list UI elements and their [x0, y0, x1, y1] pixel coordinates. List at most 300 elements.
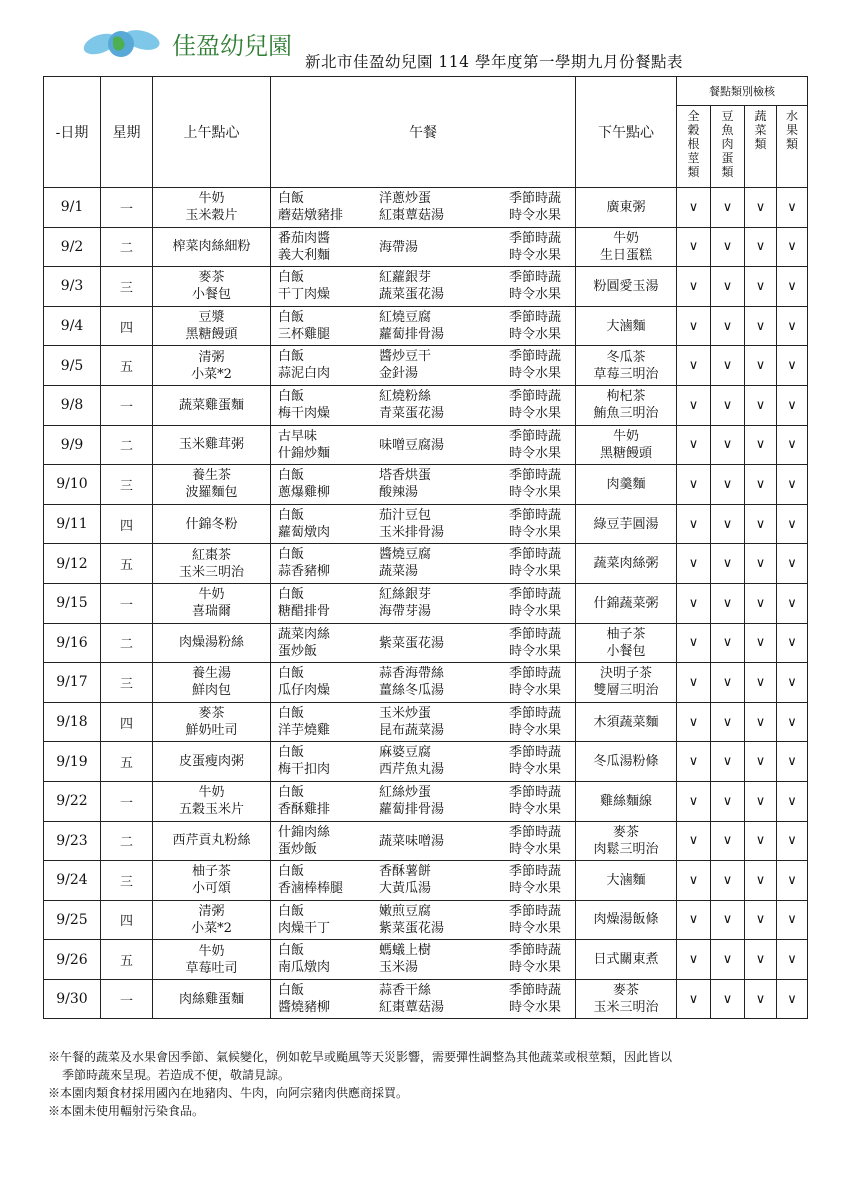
date-cell: 9/19	[44, 742, 101, 782]
morning-snack-item: 五穀玉米片	[178, 802, 244, 818]
morning-snack-cell	[153, 227, 271, 267]
lunch-column	[509, 388, 561, 422]
lunch-column	[379, 942, 431, 976]
lunch-item: 香酥薯餅	[379, 864, 432, 880]
morning-snack-item: 牛奶	[198, 587, 225, 603]
lunch-column	[509, 269, 561, 303]
date-cell: 9/2	[44, 227, 101, 267]
afternoon-snack-item: 生日蛋糕	[599, 247, 652, 263]
school-logo	[80, 16, 310, 66]
morning-snack-item: 麥茶	[198, 270, 225, 286]
date-cell: 9/1	[44, 188, 101, 228]
lunch-column	[509, 507, 561, 541]
table-row	[44, 702, 808, 742]
weekday-cell: 五	[101, 544, 153, 584]
afternoon-snack-item: 大滷麵	[606, 318, 646, 334]
check-mark: ∨	[777, 940, 808, 980]
lunch-column	[278, 586, 330, 620]
lunch-item: 三杯雞腿	[278, 326, 331, 342]
table-row	[44, 821, 808, 861]
check-mark: ∨	[677, 306, 711, 346]
lunch-column	[278, 190, 343, 224]
check-mark: ∨	[777, 544, 808, 584]
header-check-col: 水 果 類	[777, 106, 808, 188]
header-check-col: 全 穀 根 莖 類	[677, 106, 711, 188]
date-cell: 9/25	[44, 900, 101, 940]
lunch-item: 時令水果	[509, 445, 562, 461]
table-row	[44, 742, 808, 782]
lunch-column	[379, 309, 444, 343]
weekday-cell: 五	[101, 346, 153, 386]
lunch-item: 蔬菜蛋花湯	[379, 287, 445, 303]
lunch-item: 時令水果	[509, 841, 562, 857]
lunch-item: 大黃瓜湯	[379, 881, 432, 897]
lunch-item: 季節時蔬	[509, 705, 562, 721]
lunch-column	[278, 546, 330, 580]
lunch-column	[278, 626, 330, 660]
check-mark: ∨	[677, 623, 711, 663]
lunch-column	[509, 784, 561, 818]
lunch-item: 季節時蔬	[509, 270, 562, 286]
weekday-cell: 一	[101, 781, 153, 821]
lunch-item: 白飯	[278, 943, 305, 959]
check-mark: ∨	[677, 861, 711, 901]
morning-snack-item: 牛奶	[198, 191, 225, 207]
lunch-column	[278, 467, 330, 501]
lunch-item: 醬燒豆腐	[379, 547, 432, 563]
morning-snack-item: 牛奶	[198, 785, 225, 801]
header-lunch: 午餐	[271, 77, 576, 188]
check-mark: ∨	[711, 702, 745, 742]
lunch-cell	[271, 544, 576, 584]
check-mark: ∨	[777, 583, 808, 623]
afternoon-snack-cell	[576, 900, 677, 940]
table-row	[44, 663, 808, 703]
afternoon-snack-item: 麥茶	[612, 983, 639, 999]
afternoon-snack-item: 鮪魚三明治	[593, 406, 659, 422]
lunch-item: 紅蘿銀芽	[379, 270, 432, 286]
lunch-item: 南瓜燉肉	[278, 960, 331, 976]
date-cell: 9/15	[44, 583, 101, 623]
afternoon-snack-item: 綠豆芋圓湯	[593, 516, 659, 532]
lunch-cell	[271, 465, 576, 505]
date-cell: 9/8	[44, 385, 101, 425]
lunch-item: 紅棗蕈菇湯	[379, 999, 445, 1015]
lunch-item: 季節時蔬	[509, 864, 562, 880]
lunch-column	[379, 388, 444, 422]
morning-snack-item: 肉燥湯粉絲	[178, 635, 244, 651]
afternoon-snack-cell	[576, 188, 677, 228]
lunch-cell	[271, 940, 576, 980]
lunch-item: 蘿蔔排骨湯	[379, 326, 445, 342]
lunch-column	[509, 626, 561, 660]
morning-snack-item: 清粥	[198, 903, 225, 919]
check-mark: ∨	[677, 940, 711, 980]
morning-snack-item: 小菜*2	[191, 366, 232, 382]
lunch-item: 季節時蔬	[509, 903, 562, 919]
lunch-item: 時令水果	[509, 881, 562, 897]
lunch-item: 蒜香海帶絲	[379, 666, 445, 682]
date-cell: 9/26	[44, 940, 101, 980]
check-mark: ∨	[745, 306, 777, 346]
check-mark: ∨	[777, 385, 808, 425]
table-row	[44, 583, 808, 623]
lunch-column	[509, 309, 561, 343]
lunch-item: 時令水果	[509, 564, 562, 580]
check-mark: ∨	[745, 465, 777, 505]
header-morning-snack: 上午點心	[153, 77, 271, 188]
lunch-item: 螞蟻上樹	[379, 943, 432, 959]
check-mark: ∨	[745, 346, 777, 386]
lunch-item: 酸辣湯	[379, 485, 419, 501]
morning-snack-cell	[153, 267, 271, 307]
note-2: ※本園肉類食材採用國內在地豬肉、牛肉，向阿宗豬肉供應商採買。	[48, 1086, 409, 1100]
afternoon-snack-cell	[576, 702, 677, 742]
lunch-item: 時令水果	[509, 603, 562, 619]
check-mark: ∨	[677, 742, 711, 782]
lunch-column	[509, 348, 561, 382]
afternoon-snack-item: 小餐包	[606, 643, 646, 659]
afternoon-snack-item: 雙層三明治	[593, 683, 659, 699]
lunch-column	[509, 982, 561, 1016]
lunch-item: 季節時蔬	[509, 666, 562, 682]
check-mark: ∨	[745, 504, 777, 544]
lunch-item: 季節時蔬	[509, 943, 562, 959]
morning-snack-item: 養生茶	[191, 468, 231, 484]
lunch-column	[278, 665, 330, 699]
afternoon-snack-cell	[576, 346, 677, 386]
morning-snack-item: 喜瑞爾	[191, 604, 231, 620]
check-mark: ∨	[745, 227, 777, 267]
check-mark: ∨	[711, 188, 745, 228]
lunch-column	[379, 833, 444, 850]
weekday-cell: 一	[101, 979, 153, 1019]
lunch-item: 時令水果	[509, 722, 562, 738]
morning-snack-cell	[153, 861, 271, 901]
check-mark: ∨	[711, 385, 745, 425]
morning-snack-cell	[153, 623, 271, 663]
lunch-item: 瓜仔肉燥	[278, 683, 331, 699]
morning-snack-cell	[153, 425, 271, 465]
morning-snack-item: 玉米穀片	[185, 208, 238, 224]
lunch-item: 青菜蛋花湯	[379, 405, 445, 421]
lunch-column	[509, 863, 561, 897]
lunch-item: 紅燒豆腐	[379, 309, 432, 325]
lunch-item: 白飯	[278, 468, 305, 484]
morning-snack-item: 玉米三明治	[178, 564, 244, 580]
table-row	[44, 940, 808, 980]
lunch-item: 季節時蔬	[509, 784, 562, 800]
check-mark: ∨	[711, 663, 745, 703]
lunch-column	[278, 824, 330, 858]
afternoon-snack-item: 冬瓜茶	[606, 349, 646, 365]
lunch-item: 時令水果	[509, 801, 562, 817]
check-mark: ∨	[745, 940, 777, 980]
header-check-col: 豆 魚 肉 蛋 類	[711, 106, 745, 188]
date-cell: 9/24	[44, 861, 101, 901]
weekday-cell: 二	[101, 425, 153, 465]
afternoon-snack-cell	[576, 940, 677, 980]
afternoon-snack-cell	[576, 306, 677, 346]
check-mark: ∨	[711, 583, 745, 623]
morning-snack-item: 麥茶	[198, 706, 225, 722]
lunch-cell	[271, 425, 576, 465]
lunch-item: 時令水果	[509, 287, 562, 303]
lunch-column	[379, 348, 431, 382]
check-mark: ∨	[677, 821, 711, 861]
weekday-cell: 五	[101, 742, 153, 782]
check-mark: ∨	[745, 623, 777, 663]
check-mark: ∨	[711, 781, 745, 821]
check-mark: ∨	[777, 900, 808, 940]
table-row	[44, 465, 808, 505]
check-mark: ∨	[677, 544, 711, 584]
notes	[48, 1048, 808, 1120]
check-mark: ∨	[745, 188, 777, 228]
afternoon-snack-cell	[576, 227, 677, 267]
afternoon-snack-item: 麥茶	[612, 824, 639, 840]
lunch-item: 洋芋燒雞	[278, 722, 331, 738]
check-mark: ∨	[677, 385, 711, 425]
check-mark: ∨	[745, 821, 777, 861]
check-mark: ∨	[677, 583, 711, 623]
table-row	[44, 425, 808, 465]
lunch-column	[509, 744, 561, 778]
lunch-item: 嫩煎豆腐	[379, 903, 432, 919]
morning-snack-item: 清粥	[198, 349, 225, 365]
afternoon-snack-item: 日式關東煮	[593, 952, 659, 968]
lunch-column	[509, 230, 561, 264]
date-cell: 9/22	[44, 781, 101, 821]
morning-snack-item: 紅棗茶	[191, 547, 231, 563]
lunch-column	[379, 705, 444, 739]
lunch-column	[379, 982, 444, 1016]
weekday-cell: 三	[101, 861, 153, 901]
lunch-column	[509, 467, 561, 501]
lunch-item: 蒜泥白肉	[278, 366, 331, 382]
afternoon-snack-item: 雞絲麵線	[599, 793, 652, 809]
afternoon-snack-item: 粉圓愛玉湯	[593, 278, 659, 294]
lunch-item: 白飯	[278, 784, 305, 800]
check-mark: ∨	[677, 188, 711, 228]
lunch-item: 時令水果	[509, 999, 562, 1015]
lunch-item: 時令水果	[509, 405, 562, 421]
check-mark: ∨	[777, 623, 808, 663]
morning-snack-cell	[153, 465, 271, 505]
morning-snack-item: 小可頌	[191, 881, 231, 897]
afternoon-snack-item: 草莓三明治	[593, 366, 659, 382]
afternoon-snack-item: 廣東粥	[606, 199, 646, 215]
check-mark: ∨	[677, 267, 711, 307]
morning-snack-item: 牛奶	[198, 943, 225, 959]
check-mark: ∨	[711, 979, 745, 1019]
check-mark: ∨	[745, 583, 777, 623]
afternoon-snack-cell	[576, 742, 677, 782]
check-mark: ∨	[777, 227, 808, 267]
lunch-column	[278, 863, 343, 897]
lunch-item: 時令水果	[509, 326, 562, 342]
check-mark: ∨	[711, 425, 745, 465]
morning-snack-cell	[153, 306, 271, 346]
afternoon-snack-cell	[576, 544, 677, 584]
weekday-cell: 四	[101, 900, 153, 940]
lunch-cell	[271, 346, 576, 386]
check-mark: ∨	[745, 900, 777, 940]
lunch-cell	[271, 979, 576, 1019]
lunch-item: 香酥雞排	[278, 801, 331, 817]
weekday-cell: 四	[101, 504, 153, 544]
date-cell: 9/17	[44, 663, 101, 703]
lunch-cell	[271, 306, 576, 346]
table-row	[44, 900, 808, 940]
lunch-column	[379, 269, 444, 303]
lunch-item: 季節時蔬	[509, 547, 562, 563]
check-mark: ∨	[711, 821, 745, 861]
morning-snack-item: 養生湯	[191, 666, 231, 682]
lunch-item: 蔥爆雞柳	[278, 485, 331, 501]
morning-snack-cell	[153, 900, 271, 940]
lunch-column	[379, 635, 444, 652]
morning-snack-item: 玉米雞茸粥	[178, 437, 244, 453]
lunch-item: 時令水果	[509, 643, 562, 659]
lunch-item: 白飯	[278, 864, 305, 880]
check-mark: ∨	[711, 544, 745, 584]
lunch-item: 季節時蔬	[509, 626, 562, 642]
lunch-item: 蔬菜肉絲	[278, 626, 331, 642]
afternoon-snack-item: 蔬菜肉絲粥	[593, 556, 659, 572]
check-mark: ∨	[711, 267, 745, 307]
check-mark: ∨	[711, 623, 745, 663]
lunch-item: 塔香烘蛋	[379, 468, 432, 484]
morning-snack-item: 鮮奶吐司	[185, 723, 238, 739]
lunch-column	[509, 903, 561, 937]
lunch-cell	[271, 188, 576, 228]
lunch-column	[278, 942, 330, 976]
lunch-column	[509, 546, 561, 580]
lunch-item: 梅干扣肉	[278, 762, 331, 778]
lunch-column	[278, 309, 330, 343]
lunch-item: 蔬菜湯	[379, 564, 419, 580]
date-cell: 9/30	[44, 979, 101, 1019]
check-mark: ∨	[777, 504, 808, 544]
lunch-cell	[271, 385, 576, 425]
check-mark: ∨	[711, 742, 745, 782]
morning-snack-item: 肉絲雞蛋麵	[178, 991, 244, 1007]
lunch-item: 昆布蔬菜湯	[379, 722, 445, 738]
afternoon-snack-cell	[576, 623, 677, 663]
lunch-item: 季節時蔬	[509, 230, 562, 246]
lunch-item: 醬炒豆干	[379, 349, 432, 365]
table-row	[44, 861, 808, 901]
lunch-item: 季節時蔬	[509, 824, 562, 840]
lunch-item: 玉米湯	[379, 960, 419, 976]
lunch-item: 玉米排骨湯	[379, 524, 445, 540]
lunch-column	[379, 239, 418, 256]
lunch-item: 季節時蔬	[509, 191, 562, 206]
check-mark: ∨	[777, 979, 808, 1019]
header-afternoon-snack: 下午點心	[576, 77, 677, 188]
lunch-column	[509, 665, 561, 699]
check-mark: ∨	[711, 940, 745, 980]
check-mark: ∨	[745, 702, 777, 742]
afternoon-snack-item: 黑糖饅頭	[599, 445, 652, 461]
lunch-item: 干丁肉燥	[278, 287, 331, 303]
table-row	[44, 504, 808, 544]
check-mark: ∨	[777, 306, 808, 346]
morning-snack-cell	[153, 544, 271, 584]
lunch-column	[278, 705, 330, 739]
check-mark: ∨	[745, 267, 777, 307]
lunch-item: 季節時蔬	[509, 982, 562, 998]
check-mark: ∨	[677, 663, 711, 703]
date-cell: 9/18	[44, 702, 101, 742]
lunch-column	[379, 784, 444, 818]
afternoon-snack-item: 牛奶	[612, 230, 639, 246]
afternoon-snack-item: 枸杞茶	[606, 389, 646, 405]
check-mark: ∨	[745, 425, 777, 465]
page-title: 新北市佳盈幼兒園 114 學年度第一學期九月份餐點表	[305, 53, 683, 71]
afternoon-snack-item: 冬瓜湯粉條	[593, 754, 659, 770]
check-mark: ∨	[677, 900, 711, 940]
check-mark: ∨	[677, 979, 711, 1019]
lunch-item: 季節時蔬	[509, 745, 562, 761]
lunch-item: 什錦肉絲	[278, 824, 331, 840]
morning-snack-item: 小菜*2	[191, 920, 232, 936]
table-row	[44, 544, 808, 584]
logo-text: 佳盈幼兒園	[172, 32, 292, 60]
note-1: ※午餐的蔬菜及水果會因季節、氣候變化，例如乾旱或颱風等天災影響，需要彈性調整為其他蔬菜或根莖類，因此皆以	[48, 1050, 673, 1064]
lunch-item: 季節時蔬	[509, 349, 562, 365]
lunch-column	[278, 982, 330, 1016]
afternoon-snack-item: 肉羹麵	[606, 476, 646, 492]
lunch-column	[278, 903, 330, 937]
lunch-cell	[271, 663, 576, 703]
lunch-column	[278, 507, 330, 541]
lunch-item: 時令水果	[509, 208, 562, 223]
lunch-cell	[271, 227, 576, 267]
meal-table	[43, 76, 808, 1019]
check-mark: ∨	[711, 346, 745, 386]
lunch-item: 洋蔥炒蛋	[379, 191, 432, 206]
check-mark: ∨	[777, 781, 808, 821]
check-mark: ∨	[677, 346, 711, 386]
weekday-cell: 二	[101, 227, 153, 267]
lunch-column	[278, 784, 330, 818]
check-mark: ∨	[745, 979, 777, 1019]
lunch-column	[278, 388, 330, 422]
morning-snack-item: 西芹貢丸粉絲	[172, 833, 251, 849]
lunch-column	[278, 348, 330, 382]
lunch-item: 肉燥干丁	[278, 920, 331, 936]
table-row	[44, 979, 808, 1019]
table-row	[44, 623, 808, 663]
lunch-item: 白飯	[278, 745, 305, 761]
check-mark: ∨	[777, 188, 808, 228]
check-mark: ∨	[777, 267, 808, 307]
check-mark: ∨	[777, 861, 808, 901]
lunch-item: 紅絲炒蛋	[379, 784, 432, 800]
lunch-item: 麻婆豆腐	[379, 745, 432, 761]
lunch-item: 白飯	[278, 705, 305, 721]
table-row	[44, 267, 808, 307]
lunch-item: 時令水果	[509, 524, 562, 540]
date-cell: 9/12	[44, 544, 101, 584]
lunch-column	[509, 942, 561, 976]
check-mark: ∨	[711, 504, 745, 544]
check-mark: ∨	[745, 742, 777, 782]
afternoon-snack-cell	[576, 861, 677, 901]
morning-snack-item: 黑糖饅頭	[185, 327, 238, 343]
